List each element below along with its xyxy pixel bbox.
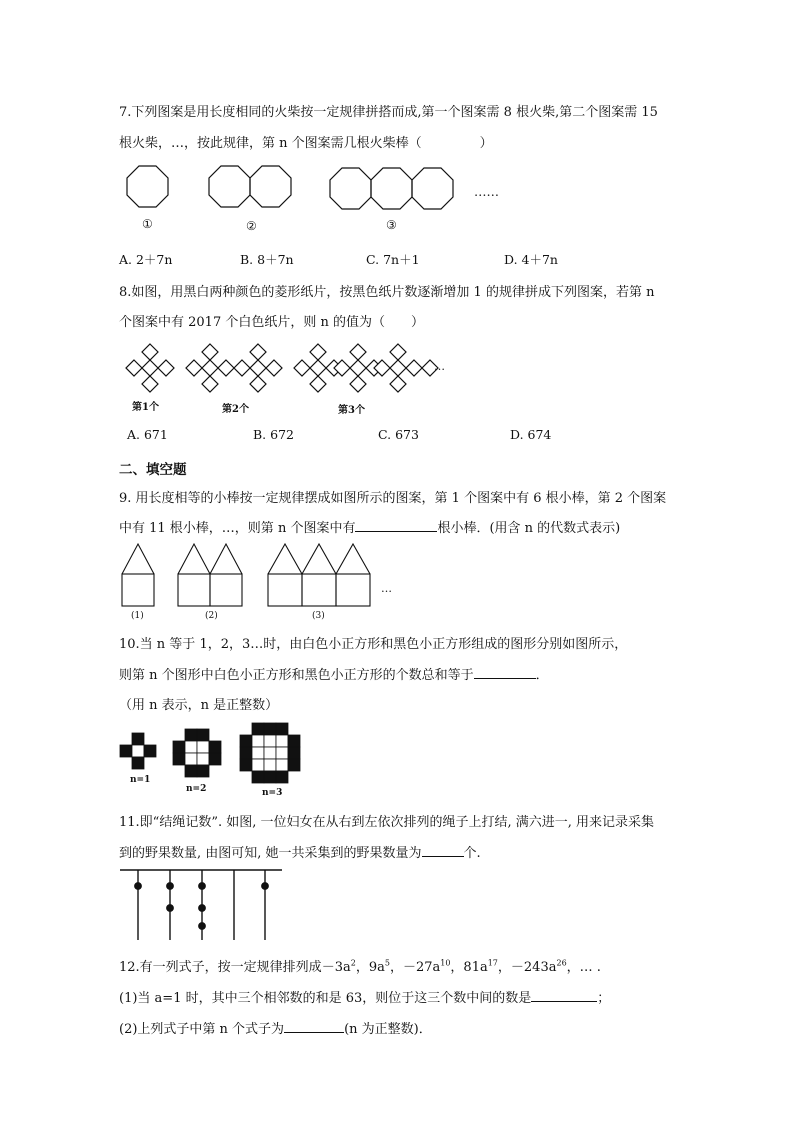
q9-label-2: (2) xyxy=(205,611,218,621)
q7-line1: 7.下列图案是用长度相同的火柴按一定规律拼搭而成,第一个图案需 8 根火柴,第二个图案需 15 xyxy=(119,105,658,120)
q8-option-b[interactable]: B. 672 xyxy=(253,427,294,442)
q9-label-3: (3) xyxy=(312,611,325,621)
q10-label-n3: n=3 xyxy=(262,788,283,798)
q7-option-a[interactable]: A. 2＋7n xyxy=(119,252,173,267)
q8-label-2: 第2个 xyxy=(222,404,249,415)
q10-line3: （用 n 表示，n 是正整数） xyxy=(119,698,279,713)
q12-exp: 5 xyxy=(384,958,390,968)
q9-line2-text-b: 根小棒．(用含 n 的代数式表示) xyxy=(437,521,621,536)
q12-line1 xyxy=(119,956,601,975)
q12-term: －3a xyxy=(321,960,351,975)
q7-option-d[interactable]: D. 4＋7n xyxy=(504,252,558,267)
q12-line3 xyxy=(119,1018,432,1037)
q12-term: ，9a xyxy=(355,960,385,975)
q12-answer-blank-1[interactable] xyxy=(531,989,597,1002)
q8-line1: 8.如图，用黑白两种颜色的菱形纸片，按黑色纸片数逐渐增加 1 的规律拼成下列图案，若第 n xyxy=(119,285,655,300)
q10-line1: 10.当 n 等于 1，2，3…时，由白色小正方形和黑色小正方形组成的图形分别如图所示， xyxy=(119,637,628,652)
q8-dots: … xyxy=(434,360,445,373)
q10-label-n2: n=2 xyxy=(186,784,207,794)
q8-option-d[interactable]: D. 674 xyxy=(510,427,552,442)
q7-option-c[interactable]: C. 7n＋1 xyxy=(366,252,420,267)
q12-term: ，－27a xyxy=(389,960,441,975)
q11-line2-text-b: 个. xyxy=(463,846,481,861)
q12-answer-blank-2[interactable] xyxy=(284,1020,344,1033)
q7-label-3: ③ xyxy=(386,218,397,232)
q12-exp: 26 xyxy=(556,958,567,968)
q7-label-2: ② xyxy=(246,219,257,233)
q12-term: ，81a xyxy=(450,960,488,975)
q7-label-1: ① xyxy=(142,217,153,231)
q12-line2-end: ； xyxy=(597,991,611,1006)
q12-line1-text: 12.有一列式子，按一定规律排列成 xyxy=(119,960,322,975)
q9-line2-text-a: 中有 11 根小棒，…，则第 n 个图案中有 xyxy=(119,521,356,536)
q7-dots: …… xyxy=(474,184,499,199)
q12-exp: 10 xyxy=(440,958,451,968)
q7-line2-text: 根火柴，…，按此规律，第 n 个图案需几根火柴棒（ xyxy=(119,136,422,151)
q11-line2-text-a: 到的野果数量, 由图可知, 她一共采集到的野果数量为 xyxy=(119,846,422,861)
q8-label-1: 第1个 xyxy=(132,402,159,413)
q8-option-a[interactable]: A. 671 xyxy=(127,427,168,442)
q10-line2-text: 则第 n 个图形中白色小正方形和黑色小正方形的个数总和等于 xyxy=(119,668,474,683)
q12-line2-text: (1)当 a=1 时，其中三个相邻数的和是 63，则位于这三个数中间的数是 xyxy=(119,991,532,1006)
q12-line3-text-a: (2)上列式子中第 n 个式子为 xyxy=(119,1022,285,1037)
q12-exp: 17 xyxy=(487,958,498,968)
q7-paren: ） xyxy=(479,136,493,151)
q12-exp: 2 xyxy=(350,958,356,968)
section-title-fill-in: 二、填空题 xyxy=(119,462,187,478)
q8-option-c[interactable]: C. 673 xyxy=(378,427,419,442)
q11-line1: 11.即“结绳记数”. 如图, 一位妇女在从右到左依次排列的绳子上打结, 满六进一, 用来记录采集 xyxy=(119,815,655,830)
q12-term: ，－243a xyxy=(497,960,557,975)
q8-line2: 个图案中有 2017 个白色纸片，则 n 的值为（ ） xyxy=(119,315,424,330)
q9-label-1: (1) xyxy=(131,611,144,621)
q9-dots: … xyxy=(381,582,392,595)
q10-line2-end: ． xyxy=(535,668,549,683)
q9-line1: 9. 用长度相等的小棒按一定规律摆成如图所示的图案，第 1 个图案中有 6 根小棒，第 2 个图案 xyxy=(119,491,667,506)
q12-line2 xyxy=(119,987,610,1006)
q12-line3-text-b: (n 为正整数)． xyxy=(344,1022,432,1037)
q8-label-3: 第3个 xyxy=(338,405,365,416)
q10-label-n1: n=1 xyxy=(130,775,151,785)
q7-option-b[interactable]: B. 8＋7n xyxy=(240,252,294,267)
q12-term: ，… . xyxy=(566,960,601,975)
